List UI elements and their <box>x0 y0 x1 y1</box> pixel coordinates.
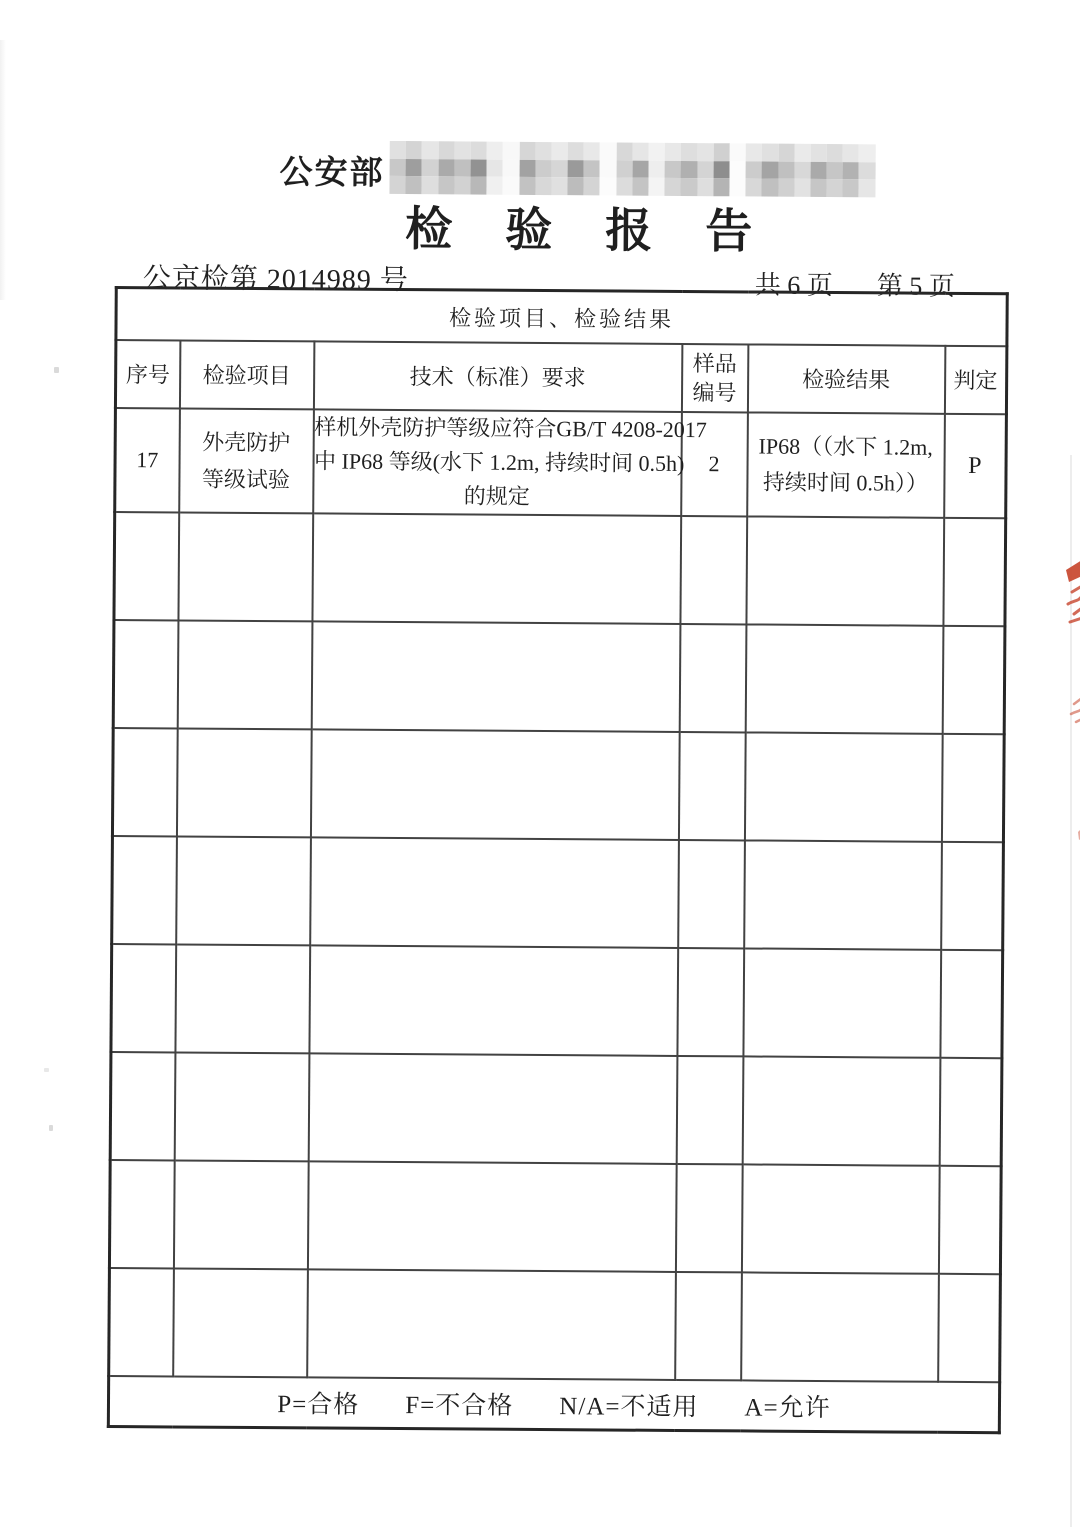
empty-cell <box>112 728 177 836</box>
empty-cell <box>114 512 179 620</box>
empty-cell <box>309 945 678 1056</box>
document-title: 检验报告 <box>405 204 806 259</box>
redaction-block <box>762 161 778 179</box>
total-pages-label: 共 6 页 <box>754 270 833 301</box>
redaction-block <box>568 160 584 178</box>
redaction-block <box>681 161 697 179</box>
empty-cell <box>938 1166 1001 1274</box>
empty-cell <box>307 1161 676 1272</box>
empty-table-row <box>110 1052 1002 1166</box>
redaction-block <box>827 144 843 162</box>
cell-verdict: P <box>944 414 1007 518</box>
redaction-block <box>389 176 405 194</box>
redaction-block <box>487 142 503 160</box>
redaction-block <box>810 179 826 197</box>
redaction-block <box>503 159 519 177</box>
table-header-row <box>115 340 1006 414</box>
redaction-block <box>713 143 729 161</box>
redaction-block <box>487 159 503 177</box>
col-header-item: 检验项目 <box>179 340 313 409</box>
empty-cell <box>744 732 942 841</box>
redaction-block <box>649 160 665 178</box>
empty-cell <box>178 512 313 621</box>
redaction-block <box>859 180 875 198</box>
table-section-title: 检验项目、检验结果 <box>116 288 1007 347</box>
cell-result <box>747 412 945 517</box>
redaction-block <box>746 143 762 161</box>
empty-cell <box>176 836 311 945</box>
redaction-block <box>406 159 422 177</box>
empty-cell <box>173 1160 308 1269</box>
requirement-line: 中 IP68 等级(水下 1.2m, 持续时间 0.5h) <box>313 448 685 477</box>
empty-cell <box>113 620 178 728</box>
redaction-block <box>843 144 859 162</box>
redaction-block <box>778 144 794 162</box>
empty-cell <box>110 1052 175 1160</box>
redaction-block <box>827 162 843 180</box>
redacted-text-mosaic <box>389 141 875 197</box>
scan-edge-shading <box>0 40 6 300</box>
redaction-block <box>713 161 729 179</box>
redaction-block <box>454 159 470 177</box>
report-number: 公京检第 2014989 号 <box>142 263 409 297</box>
empty-cell <box>938 1274 1001 1382</box>
scan-speck <box>44 1068 49 1072</box>
empty-cell <box>745 624 943 733</box>
empty-cell <box>680 516 747 624</box>
redaction-block <box>470 159 486 177</box>
cell-item: 外壳防护等级试验 <box>179 408 314 513</box>
empty-cell <box>310 729 679 840</box>
col-header-no: 序号 <box>115 340 179 408</box>
table-section-title-row <box>116 288 1007 347</box>
inspection-results-table <box>107 286 1009 1434</box>
redaction-block <box>778 161 794 179</box>
empty-cell <box>675 1164 742 1272</box>
empty-cell <box>744 840 942 949</box>
empty-cell <box>741 1272 939 1381</box>
redaction-block <box>762 144 778 162</box>
empty-cell <box>677 948 744 1056</box>
redaction-block <box>552 142 568 160</box>
empty-cell <box>746 516 944 625</box>
empty-cell <box>308 1053 677 1164</box>
empty-cell <box>943 518 1006 626</box>
empty-table-row <box>111 944 1003 1058</box>
redaction-block <box>811 144 827 162</box>
redaction-block <box>859 162 875 180</box>
redaction-block <box>843 162 859 180</box>
redaction-block <box>584 160 600 178</box>
redaction-block <box>649 143 665 161</box>
empty-cell <box>176 728 311 837</box>
redaction-block <box>632 160 648 178</box>
redaction-block <box>519 159 535 177</box>
requirement-line: 样机外壳防护等级应符合GB/T 4208-2017 <box>314 414 707 443</box>
legend-pass: P=合格 <box>277 1391 360 1419</box>
redaction-block <box>438 141 454 159</box>
empty-table-row <box>112 836 1004 950</box>
redaction-block <box>826 179 842 197</box>
empty-cell <box>310 837 679 948</box>
redaction-block <box>454 141 470 159</box>
empty-cell <box>109 1160 174 1268</box>
empty-table-row <box>114 512 1006 626</box>
redaction-block <box>729 161 745 179</box>
empty-cell <box>939 1058 1002 1166</box>
redaction-block <box>697 143 713 161</box>
empty-cell <box>175 944 310 1053</box>
empty-cell <box>940 950 1003 1058</box>
empty-cell <box>742 1056 940 1165</box>
redaction-block <box>794 161 810 179</box>
redaction-block <box>746 161 762 179</box>
legend-fail: F=不合格 <box>405 1392 514 1420</box>
table-row <box>115 408 1007 518</box>
legend-allowed: A=允许 <box>744 1394 831 1423</box>
empty-cell <box>678 732 745 840</box>
redaction-block <box>810 162 826 180</box>
redaction-block <box>584 142 600 160</box>
redaction-block <box>730 143 746 161</box>
result-line: IP68（（水下 1.2m, <box>758 433 933 460</box>
empty-cell <box>678 840 745 948</box>
scan-speck <box>54 367 59 373</box>
redaction-block <box>616 160 632 178</box>
col-header-verdict: 判定 <box>944 346 1006 414</box>
redaction-block <box>438 159 454 177</box>
empty-table-row <box>112 728 1004 842</box>
result-line: 持续时间 0.5h）） <box>762 469 929 496</box>
scan-speck <box>49 1125 53 1131</box>
empty-cell <box>675 1272 742 1380</box>
legend-cell <box>108 1376 999 1433</box>
redaction-block <box>600 142 616 160</box>
redaction-block <box>390 141 406 159</box>
red-stamp-fragment <box>1056 556 1080 856</box>
empty-cell <box>741 1164 939 1273</box>
redaction-block <box>535 142 551 160</box>
redaction-block <box>519 142 535 160</box>
empty-cell <box>679 624 746 732</box>
empty-cell <box>311 621 680 732</box>
redaction-block <box>859 144 875 162</box>
cell-row-no: 17 <box>115 408 180 512</box>
empty-cell <box>941 734 1004 842</box>
empty-table-row <box>109 1160 1001 1274</box>
redaction-block <box>406 141 422 159</box>
empty-table-row <box>109 1268 1001 1382</box>
redaction-block <box>551 160 567 178</box>
empty-cell <box>942 626 1005 734</box>
empty-cell <box>111 944 176 1052</box>
empty-cell <box>177 620 312 729</box>
empty-cell <box>307 1269 676 1380</box>
redaction-block <box>568 142 584 160</box>
empty-cell <box>676 1056 743 1164</box>
empty-cell <box>173 1268 308 1377</box>
redaction-block <box>600 160 616 178</box>
redaction-block <box>422 141 438 159</box>
empty-cell <box>941 842 1004 950</box>
redaction-block <box>681 143 697 161</box>
redaction-block <box>665 143 681 161</box>
empty-cell <box>109 1268 174 1376</box>
empty-cell <box>112 836 177 944</box>
legend-row <box>108 1376 999 1433</box>
redaction-block <box>665 161 681 179</box>
cell-requirement <box>313 409 707 516</box>
col-header-requirement: 技术（标准）要求 <box>313 341 681 412</box>
empty-table-row <box>113 620 1005 734</box>
redaction-block <box>535 160 551 178</box>
issuing-agency-label: 公安部 <box>279 155 385 192</box>
redaction-block <box>503 142 519 160</box>
redaction-block <box>616 143 632 161</box>
empty-cell <box>743 948 941 1057</box>
cell-sample-no: 2 <box>681 412 748 516</box>
redaction-block <box>390 159 406 177</box>
redaction-block <box>632 143 648 161</box>
redaction-block <box>471 142 487 160</box>
redaction-block <box>843 179 859 197</box>
legend-not-applicable: N/A=不适用 <box>559 1393 699 1422</box>
empty-cell <box>312 513 681 624</box>
redaction-block <box>697 161 713 179</box>
col-header-sample-no: 样品编号 <box>681 344 747 412</box>
requirement-line: 的规定 <box>463 483 530 509</box>
empty-cell <box>174 1052 309 1161</box>
redaction-block <box>422 159 438 177</box>
col-header-result: 检验结果 <box>747 344 944 413</box>
redaction-block <box>794 144 810 162</box>
current-page-label: 第 5 页 <box>876 271 955 301</box>
